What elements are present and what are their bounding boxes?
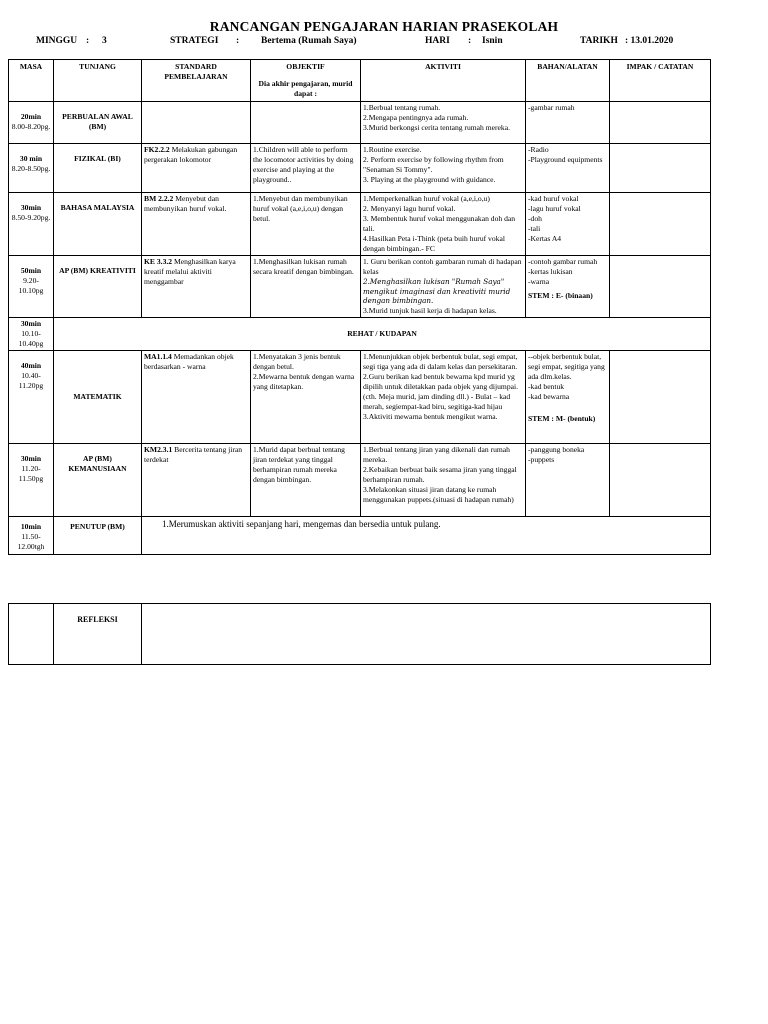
aktiviti-item: 2.Guru berikan kad bentuk bewarna kpd murid yg dipilih untuk diletakkan pada objek yang dijumpai. (cth. Meja murid, jam dinding dll.) - Bulat – kad merah, segiempat-kad biru, segitiga-kad hijau — [363, 372, 519, 412]
aktiviti-item: 2.Kebaikan berbuat baik sesama jiran yang tinggal berhampiran rumah. — [363, 465, 517, 485]
rehat-row — [9, 318, 711, 351]
sp-text: Menghasilkan karya kreatif melalui aktiviti menggambar — [144, 257, 236, 287]
bahan-item: -Radio — [528, 145, 549, 155]
aktiviti-item: 4.Hasilkan Peta i-Think (peta buih huruf vokal dengan bimbingan.- FC — [363, 234, 505, 254]
time-range: 8.50-9.20pg. — [11, 213, 51, 223]
bahan-item: -gambar rumah — [528, 103, 575, 113]
penutup-row — [9, 517, 711, 555]
bahan-item: -Playground equipments — [528, 155, 603, 165]
minggu-sep: : — [86, 36, 90, 46]
bahan-item: -kad bentuk — [528, 382, 565, 392]
aktiviti-item: 2.Menghasilkan lukisan "Rumah Saya" mengikut imaginasi dan kreativiti murid dengan bimbingan. — [363, 277, 511, 306]
bahan-item: --objek berbentuk bulat, segi empat, segitiga yang ada dlm.kelas. — [528, 352, 605, 382]
tunjang-cell — [54, 193, 142, 256]
tunjang-label: AP (BM) KREATIVITI — [59, 266, 136, 276]
stem-note: STEM : M- (bentuk) — [528, 414, 596, 424]
impak-cell — [610, 102, 711, 144]
refleksi-row — [9, 604, 711, 665]
bahan-cell — [526, 193, 610, 256]
time-range: 9.20-10.10pg — [18, 276, 44, 296]
strategi-sep: : — [236, 36, 240, 46]
table-row — [9, 256, 711, 318]
duration: 30min — [20, 454, 42, 464]
bahan-item: -warna — [528, 277, 550, 287]
table-row — [9, 144, 711, 193]
objektif-cell — [251, 102, 361, 144]
standard-cell — [142, 193, 251, 256]
sp-code: BM 2.2.2 — [144, 194, 174, 204]
aktiviti-item: 3.Murid berkongsi cerita tentang rumah mereka. — [363, 123, 510, 133]
sp-text: Memadankan objek berdasarkan - warna — [144, 352, 234, 372]
time-range: 8.20-8.50pg. — [11, 164, 51, 174]
bahan-cell — [526, 444, 610, 517]
bahan-cell — [526, 144, 610, 193]
minggu-value: 3 — [102, 36, 107, 46]
objektif-cell: 1.Murid dapat berbual tentang jiran terdekat yang tinggal berhampiran rumah mereka dengan bimbingan. — [251, 444, 361, 517]
tunjang-label: FIZIKAL (BI) — [74, 154, 121, 164]
page-title: RANCANGAN PENGAJARAN HARIAN PRASEKOLAH — [209, 19, 559, 34]
aktiviti-cell — [361, 102, 526, 144]
aktiviti-item: 1.Menunjukkan objek berbentuk bulat, segi empat, segi tiga yang ada di dalam kelas dan persekitaran. — [363, 352, 518, 372]
col-objektif-sub: Dia akhir pengajaran, murid dapat : — [258, 79, 353, 99]
col-masa: MASA — [9, 60, 54, 102]
tunjang-cell — [54, 444, 142, 517]
aktiviti-item: 3. Playing at the playground with guidance. — [363, 175, 496, 185]
tunjang-label: AP (BM) KEMANUSIAAN — [68, 454, 127, 474]
tunjang-label: PERBUALAN AWAL (BM) — [62, 112, 133, 132]
standard-cell — [142, 444, 251, 517]
tunjang-cell — [54, 256, 142, 318]
aktiviti-item: 1. Guru berikan contoh gambaran rumah di hadapan kelas — [363, 257, 522, 277]
objektif-cell: 1.Menyebut dan membunyikan huruf vokal (a,e,i,o,u) dengan betul. — [251, 193, 361, 256]
col-objektif-label: OBJEKTIF — [286, 62, 325, 71]
refleksi-table — [8, 603, 711, 665]
duration: 40min — [20, 361, 42, 371]
hari-value: Isnin — [482, 36, 503, 46]
refleksi-label: REFLEKSI — [54, 604, 142, 665]
bahan-item: -contoh gambar rumah — [528, 257, 598, 267]
strategi-label: STRATEGI — [170, 36, 219, 46]
minggu-label: MINGGU — [36, 36, 78, 46]
table-row — [9, 102, 711, 144]
masa-cell — [9, 193, 54, 256]
refleksi-content — [142, 604, 711, 665]
objektif-cell: 1.Children will able to perform the locomotor activities by doing exercise and playing at the playground.. — [251, 144, 361, 193]
col-objektif — [251, 60, 361, 102]
col-tunjang: TUNJANG — [54, 60, 142, 102]
col-bahan: BAHAN/ALATAN — [526, 60, 610, 102]
masa-cell — [9, 102, 54, 144]
standard-cell — [142, 144, 251, 193]
duration: 30min — [20, 319, 42, 329]
objektif-cell: 1.Menyatakan 3 jenis bentuk dengan betul. 2.Mewarna bentuk dengan warna yang ditetapkan. — [251, 351, 361, 444]
impak-cell — [610, 256, 711, 318]
bahan-item: -panggung boneka — [528, 445, 585, 455]
bahan-item: -lagu huruf vokal — [528, 204, 581, 214]
time-range: 11.50-12.00tgh — [17, 532, 45, 552]
aktiviti-cell — [361, 256, 526, 318]
duration: 20min — [20, 112, 42, 122]
sp-code: FK2.2.2 — [144, 145, 170, 155]
tunjang-cell — [54, 351, 142, 444]
strategi-value: Bertema (Rumah Saya) — [261, 36, 357, 46]
aktiviti-item: 3.Aktiviti mewarna bentuk mengikut warna. — [363, 412, 498, 422]
impak-cell — [610, 444, 711, 517]
standard-cell — [142, 256, 251, 318]
col-aktiviti: AKTIVITI — [361, 60, 526, 102]
bahan-item: -doh — [528, 214, 542, 224]
aktiviti-item: 3. Membentuk huruf vokal menggunakan doh dan tali. — [363, 214, 516, 234]
bahan-cell — [526, 351, 610, 444]
refleksi-blank — [9, 604, 54, 665]
masa-cell — [9, 517, 54, 555]
time-range: 11.20-11.50pg — [18, 464, 44, 484]
sp-code: MA1.1.4 — [144, 352, 172, 362]
masa-cell — [9, 318, 54, 351]
masa-cell — [9, 351, 54, 444]
aktiviti-cell — [361, 351, 526, 444]
aktiviti-item: 3.Murid tunjuk hasil kerja di hadapan kelas. — [363, 305, 497, 315]
hari-label: HARI — [425, 36, 450, 46]
col-standard: STANDARD PEMBELAJARAN — [142, 60, 251, 102]
standard-cell — [142, 102, 251, 144]
col-impak: IMPAK / CATATAN — [610, 60, 711, 102]
tunjang-cell — [54, 102, 142, 144]
table-row — [9, 193, 711, 256]
sp-code: KM2.3.1 — [144, 445, 173, 455]
masa-cell — [9, 256, 54, 318]
sp-text: Menyebut dan membunyikan huruf vokal. — [144, 194, 227, 214]
sp-text: Melakukan gabungan pergerakan lokomotor — [144, 145, 238, 165]
aktiviti-item: 2. Menyanyi lagu huruf vokal. — [363, 204, 456, 214]
tunjang-label: MATEMATIK — [73, 392, 122, 402]
lesson-plan-table — [8, 59, 711, 555]
tunjang-cell — [54, 517, 142, 555]
aktiviti-item: 2.Mengapa pentingnya ada rumah. — [363, 113, 469, 123]
duration: 30min — [20, 203, 42, 213]
sp-code: KE 3.3.2 — [144, 257, 173, 267]
time-range: 10.10-10.40pg — [18, 329, 44, 349]
bahan-item: -kertas lukisan — [528, 267, 573, 277]
aktiviti-item: 3.Melakonkan situasi jiran datang ke rumah menggunakan puppets.(situasi di hadapan rumah) — [363, 485, 514, 505]
time-range: 10.40-11.20pg — [18, 371, 44, 391]
rehat-label: REHAT / KUDAPAN — [54, 318, 711, 351]
duration: 50min — [20, 266, 42, 276]
hari-sep: : — [468, 36, 472, 46]
standard-cell — [142, 351, 251, 444]
impak-cell — [610, 351, 711, 444]
aktiviti-item: 1.Berbual tentang rumah. — [363, 103, 441, 113]
aktiviti-item: 1.Routine exercise. — [363, 145, 422, 155]
bahan-item: -kad bewarna — [528, 392, 570, 402]
tunjang-cell — [54, 144, 142, 193]
penutup-text: 1.Merumuskan aktiviti sepanjang hari, mengemas dan bersedia untuk pulang. — [142, 517, 711, 555]
bahan-item: -kad huruf vokal — [528, 194, 579, 204]
aktiviti-item: 2. Perform exercise by following rhythm from "Senaman Si Tommy". — [363, 155, 504, 175]
tarikh-label: TARIKH — [580, 36, 618, 46]
bahan-item: -puppets — [528, 455, 555, 465]
aktiviti-cell — [361, 144, 526, 193]
duration: 10min — [20, 522, 42, 532]
time-range: 8.00-8.20pg. — [11, 122, 51, 132]
tunjang-label: BAHASA MALAYSIA — [60, 203, 135, 213]
table-row — [9, 351, 711, 444]
tunjang-label: PENUTUP (BM) — [70, 522, 125, 532]
bahan-item: -tali — [528, 224, 541, 234]
header-row — [9, 60, 711, 102]
impak-cell — [610, 144, 711, 193]
duration: 30 min — [19, 154, 43, 164]
stem-note: STEM : E- (binaan) — [528, 291, 593, 301]
tarikh-value: : 13.01.2020 — [625, 36, 674, 46]
objektif-cell: 1.Menghasilkan lukisan rumah secara kreatif dengan bimbingan. — [251, 256, 361, 318]
bahan-item: -Kertas A4 — [528, 234, 562, 244]
bahan-cell — [526, 256, 610, 318]
aktiviti-item: 1.Memperkenalkan huruf vokal (a,e,i,o,u) — [363, 194, 490, 204]
table-row — [9, 444, 711, 517]
aktiviti-cell — [361, 444, 526, 517]
sp-text: Bercerita tentang jiran terdekat — [144, 445, 243, 465]
aktiviti-cell — [361, 193, 526, 256]
masa-cell — [9, 444, 54, 517]
aktiviti-item: 1.Berbual tentang jiran yang dikenali dan rumah mereka. — [363, 445, 510, 465]
masa-cell — [9, 144, 54, 193]
bahan-cell — [526, 102, 610, 144]
impak-cell — [610, 193, 711, 256]
